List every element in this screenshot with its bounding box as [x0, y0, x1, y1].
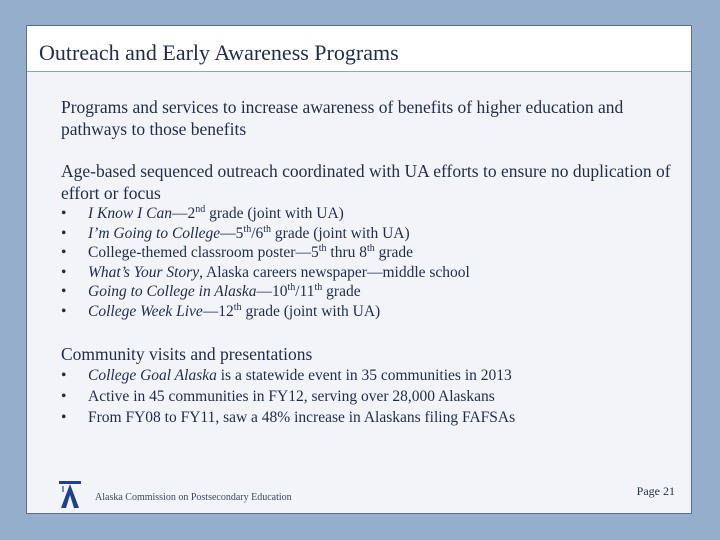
page-number: Page 21: [636, 484, 675, 498]
list-item: • I Know I Can—2nd grade (joint with UA): [61, 203, 344, 222]
bullet-icon: •: [61, 244, 67, 261]
bullet-icon: •: [61, 302, 67, 320]
slide-body: [61, 96, 681, 428]
age-based-list: [61, 204, 681, 321]
intro-paragraph: Programs and services to increase awareness of benefits of higher education and pathways to those benefits: [61, 97, 624, 139]
footer-organization: Alaska Commission on Postsecondary Education: [95, 492, 292, 503]
bullet-icon: •: [61, 224, 67, 242]
bullet-icon: •: [61, 388, 67, 405]
bullet-icon: •: [61, 205, 67, 222]
slide-title: Outreach and Early Awareness Programs: [39, 40, 399, 65]
list-item: • I’m Going to College—5th/6th grade (joint with UA): [61, 223, 410, 242]
bullet-icon: •: [61, 283, 67, 300]
bullet-icon: •: [61, 409, 67, 426]
list-item: • Active in 45 communities in FY12, serving over 28,000 Alaskans: [61, 388, 495, 405]
bullet-icon: •: [61, 367, 67, 384]
list-item: • From FY08 to FY11, saw a 48% increase in Alaskans filing FAFSAs: [61, 409, 516, 426]
list-item: • What’s Your Story, Alaska careers newspaper—middle school: [61, 263, 470, 281]
list-item: • College Week Live—12th grade (joint with UA): [61, 301, 381, 320]
list-item: • Going to College in Alaska—10th/11th grade: [61, 281, 361, 300]
age-based-heading: Age-based sequenced outreach coordinated with UA efforts to ensure no duplication of effort or focus: [61, 161, 671, 203]
acpe-logo-icon: [59, 481, 81, 508]
community-list: [61, 365, 681, 428]
bullet-icon: •: [61, 263, 67, 281]
list-item: • College-themed classroom poster—5th thru 8th grade: [61, 242, 414, 261]
list-item: • College Goal Alaska is a statewide event in 35 communities in 2013: [61, 367, 512, 384]
slide: [26, 25, 692, 514]
community-heading: Community visits and presentations: [61, 344, 313, 364]
title-bar: [27, 26, 691, 72]
